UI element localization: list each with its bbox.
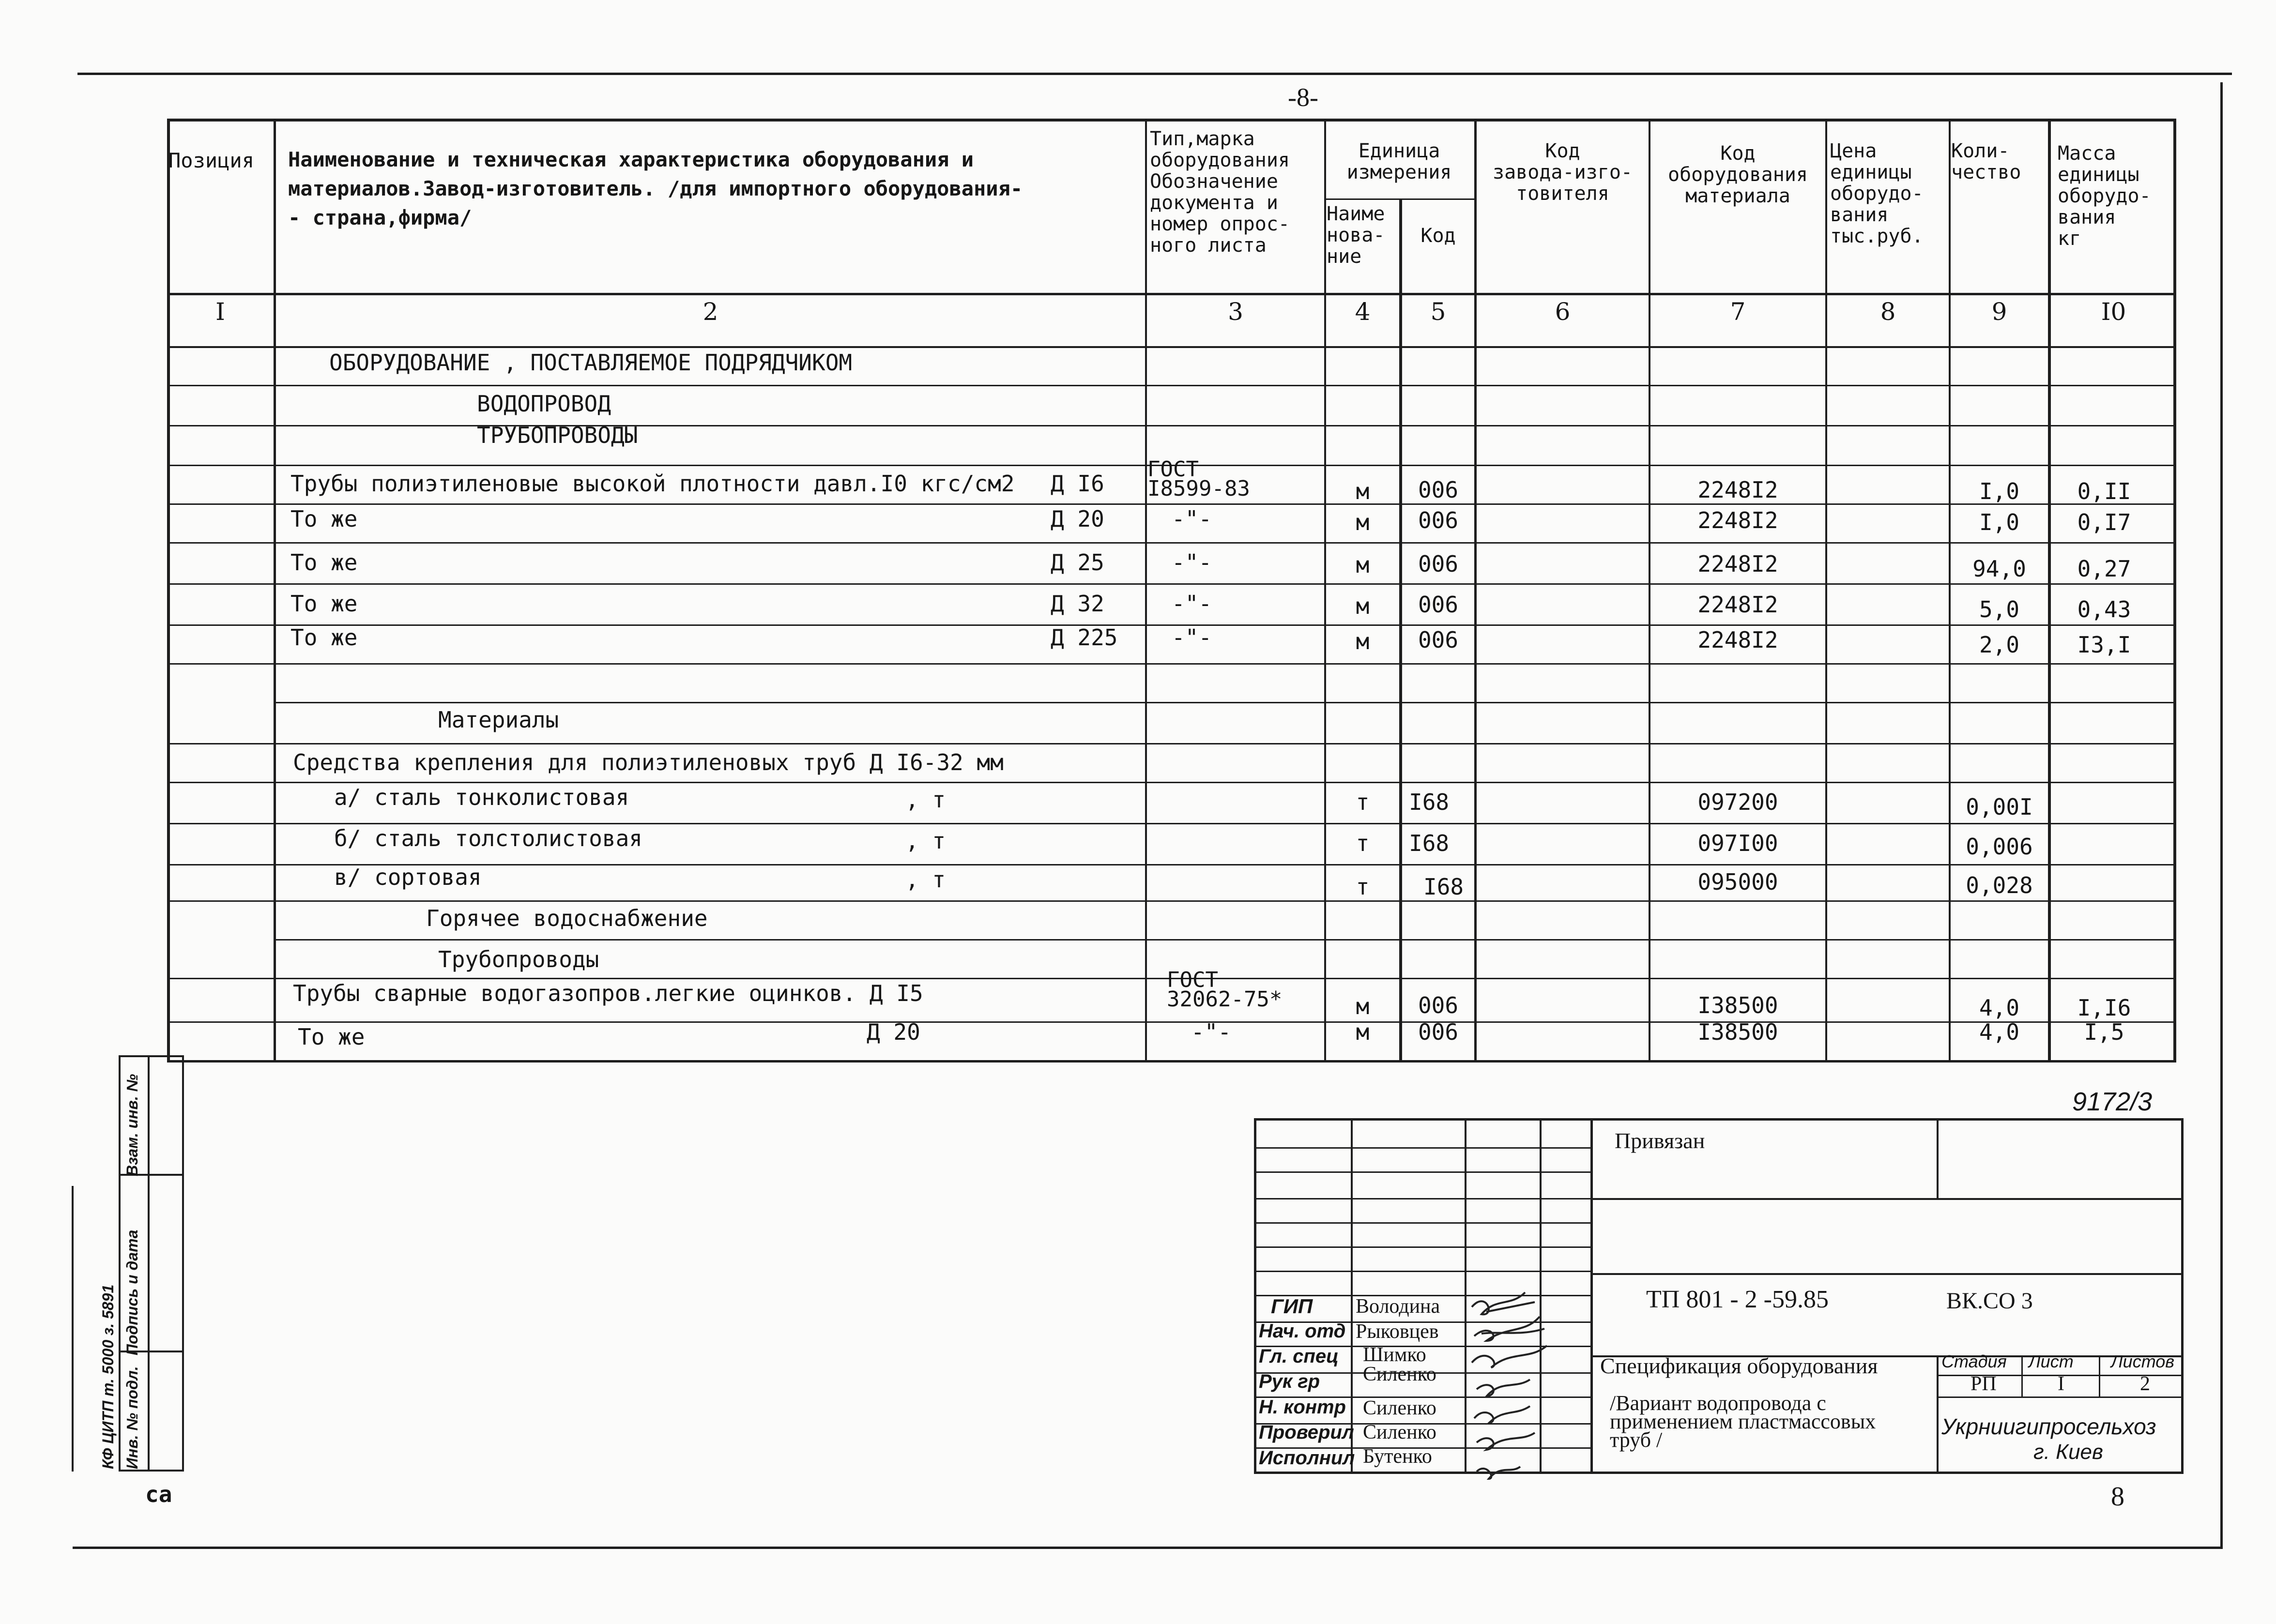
item-mass: 0,I7 [2077, 509, 2131, 535]
col-num-4: 4 [1355, 298, 1371, 326]
name-executed: Бутенко [1363, 1445, 1432, 1468]
item-unit: т [1356, 874, 1370, 900]
role-gip: ГИП [1271, 1295, 1313, 1318]
name-gip: Володина [1356, 1295, 1440, 1318]
item-unit: м [1356, 993, 1370, 1019]
item-material-code: 2248I2 [1697, 592, 1778, 618]
item-name: То же [290, 549, 358, 576]
item-material-code: 2248I2 [1697, 627, 1778, 653]
item-quantity: 0,00I [1966, 794, 2033, 820]
item-name: То же [290, 591, 358, 617]
item-unit: м [1356, 509, 1370, 535]
item-unit: м [1356, 593, 1370, 619]
header-type: Тип,марка оборудования Обозначение документа и номер опрос- ного листа [1150, 128, 1290, 257]
item-diameter: Д 225 [1051, 624, 1118, 651]
item-quantity: 0,028 [1966, 872, 2033, 898]
item-unit: т [1356, 789, 1370, 815]
item-quantity: 5,0 [1979, 596, 2020, 622]
frame-bottom-long [73, 1547, 2222, 1549]
item-material-code: 2248I2 [1697, 551, 1778, 577]
sheet-label: Лист [2029, 1351, 2074, 1371]
item-name: в/ сортовая [334, 864, 482, 890]
item-name: Трубы полиэтиленовые высокой плотности давл.I0 кгс/см2 [290, 471, 1015, 497]
item-type: -"- [1191, 1019, 1232, 1045]
stamp-inv-repl: Взам. инв. № [123, 1074, 141, 1176]
linked-label: Привязан [1615, 1128, 1705, 1153]
item-quantity: 4,0 [1979, 1019, 2020, 1045]
col-num-6: 6 [1555, 298, 1571, 326]
stage-value: РП [1970, 1373, 1997, 1395]
header-material-code: Код оборудования материала [1668, 142, 1808, 207]
item-unit-code: I68 [1409, 789, 1450, 815]
role-head: Нач. отд [1259, 1320, 1346, 1342]
signatures-graphic [1467, 1288, 1564, 1481]
col-num-10: I0 [2101, 298, 2126, 326]
item-mass: I,I6 [2077, 995, 2131, 1021]
name-head: Рыковцев [1356, 1320, 1439, 1343]
item-name: а/ сталь тонколистовая [334, 784, 629, 810]
item-unit-code: 006 [1418, 551, 1459, 577]
item-unit: м [1356, 478, 1370, 504]
sheets-label: Листов [2111, 1351, 2175, 1371]
section-pipelines: ТРУБОПРОВОДЫ [477, 422, 638, 448]
item-diameter: Д 20 [1051, 506, 1104, 532]
page-marker: -8- [1288, 83, 1318, 112]
item-unit: м [1356, 628, 1370, 654]
section-materials: Материалы [438, 707, 559, 733]
item-unit-code: 006 [1418, 627, 1459, 653]
item-material-code: 2248I2 [1697, 507, 1778, 533]
role-executed: Исполнил [1259, 1447, 1355, 1469]
frame-top-long [77, 73, 2232, 75]
col-num-7: 7 [1730, 298, 1746, 326]
header-unit-code: Код [1421, 225, 1456, 247]
col-num-8: 8 [1880, 298, 1896, 326]
item-unit-code: 006 [1418, 592, 1459, 618]
item-material-code: 095000 [1697, 869, 1778, 895]
item-material-code: 2248I2 [1697, 477, 1778, 503]
item-type: -"- [1172, 624, 1212, 651]
stamp-sign-date: Подпись и дата [123, 1229, 141, 1355]
item-unit-code: 006 [1418, 507, 1459, 533]
item-mass: 0,27 [2077, 556, 2131, 582]
spec-title: Спецификация оборудования [1600, 1353, 1878, 1378]
name-chief-spec: Шимко [1363, 1344, 1426, 1366]
item-quantity: 0,006 [1966, 834, 2033, 860]
document-reference: 9172/3 [2072, 1087, 2153, 1116]
item-mass: I,5 [2084, 1019, 2124, 1045]
item-type: -"- [1172, 506, 1212, 532]
project-code: ТП 801 - 2 -59.85 [1646, 1286, 1829, 1313]
item-material-code: 097200 [1697, 789, 1778, 815]
role-checked: Проверил [1259, 1422, 1354, 1443]
sheets-value: 2 [2140, 1373, 2150, 1395]
item-type: -"- [1172, 591, 1212, 617]
spec-subtitle: /Вариант водопровода с применением пластмассовых труб / [1610, 1391, 1876, 1452]
col-num-3: 3 [1228, 298, 1243, 326]
item-type: ГОСТ 32062-75* [1167, 968, 1283, 1012]
item-diameter: , т [905, 787, 946, 813]
stamp-inv-label: Инв. № подл. [123, 1366, 141, 1469]
name-norm-control: Силенко [1363, 1397, 1436, 1419]
item-material-code: 097I00 [1697, 830, 1778, 856]
item-name: То же [290, 506, 358, 532]
sheet-code: ВК.СО 3 [1946, 1288, 2033, 1314]
header-maker-code: Код завода-изго- товителя [1493, 140, 1633, 205]
col-num-1: I [215, 298, 225, 326]
sheet-value: I [2058, 1373, 2064, 1395]
role-norm-control: Н. контр [1259, 1396, 1346, 1418]
section-hot-water: Горячее водоснабжение [426, 905, 708, 931]
frame-right-long [2220, 82, 2223, 1549]
role-chief-spec: Гл. спец [1259, 1346, 1339, 1367]
role-group-lead: Рук гр [1259, 1371, 1320, 1392]
item-name: То же [290, 624, 358, 651]
item-quantity: 2,0 [1979, 632, 2020, 658]
section-hot-pipelines: Трубопроводы [438, 946, 599, 972]
item-name: То же [298, 1024, 365, 1050]
footer-left-mark: ca [145, 1481, 172, 1507]
header-name: Наименование и техническая характеристика оборудования и материалов.Завод-изготовитель. /для импортного оборудования- - страна,фирма/ [288, 148, 1023, 229]
header-price: Цена единицы оборудо- вания тыс.руб. [1830, 140, 1924, 247]
item-diameter: , т [905, 828, 946, 854]
item-unit: т [1356, 830, 1370, 856]
col-num-9: 9 [1991, 298, 2007, 326]
item-unit-code: I68 [1423, 874, 1464, 900]
stamp-print-code: КФ ЦИТП т. 5000 з. 5891 [99, 1284, 117, 1469]
section-water-supply: ВОДОПРОВОД [477, 391, 611, 417]
item-name: б/ сталь толстолистовая [334, 825, 642, 851]
col-num-2: 2 [703, 298, 718, 326]
header-quantity: Коли- чество [1951, 140, 2021, 183]
stage-label: Стадия [1941, 1351, 2007, 1371]
header-mass: Масса единицы оборудо- вания кг [2058, 142, 2151, 250]
item-quantity: 4,0 [1979, 995, 2020, 1021]
item-quantity: I,0 [1979, 478, 2020, 504]
section-fasteners: Средства крепления для полиэтиленовых труб Д I6-32 мм [293, 749, 1004, 775]
item-mass: 0,II [2077, 478, 2131, 504]
item-mass: I3,I [2077, 632, 2131, 658]
item-name: Трубы сварные водогазопров.легкие оцинков. Д I5 [293, 980, 923, 1006]
section-equipment: ОБОРУДОВАНИЕ , ПОСТАВЛЯЕМОЕ ПОДРЯДЧИКОМ [329, 349, 853, 376]
item-unit-code: 006 [1418, 1019, 1459, 1045]
header-unit: Единица измерения [1346, 140, 1452, 183]
item-diameter: Д 20 [867, 1019, 920, 1045]
item-unit-code: 006 [1418, 992, 1459, 1018]
footer-page-number: 8 [2111, 1482, 2124, 1512]
item-diameter: Д 25 [1051, 549, 1104, 576]
name-checked: Силенко [1363, 1421, 1436, 1443]
item-unit: м [1356, 552, 1370, 578]
item-type: -"- [1172, 549, 1212, 576]
item-material-code: I38500 [1697, 992, 1778, 1018]
item-unit: м [1356, 1019, 1370, 1045]
item-type: ГОСТ I8599-83 [1147, 457, 1250, 501]
item-unit-code: I68 [1409, 830, 1450, 856]
organization-city: г. Киев [2033, 1440, 2103, 1464]
item-diameter: , т [905, 866, 946, 893]
stamp-side-line [72, 1186, 74, 1472]
organization: Укрниигипросельхоз [1941, 1414, 2156, 1439]
item-unit-code: 006 [1418, 477, 1459, 503]
item-material-code: I38500 [1697, 1019, 1778, 1045]
item-diameter: Д I6 [1051, 471, 1104, 497]
item-quantity: I,0 [1979, 509, 2020, 535]
header-unit-name: Наиме нова- ние [1327, 203, 1385, 268]
name-group-lead: Силенко [1363, 1363, 1436, 1385]
col-num-5: 5 [1430, 298, 1446, 326]
item-mass: 0,43 [2077, 596, 2131, 622]
item-diameter: Д 32 [1051, 591, 1104, 617]
item-quantity: 94,0 [1972, 556, 2026, 582]
header-position: Позиция [168, 149, 255, 172]
